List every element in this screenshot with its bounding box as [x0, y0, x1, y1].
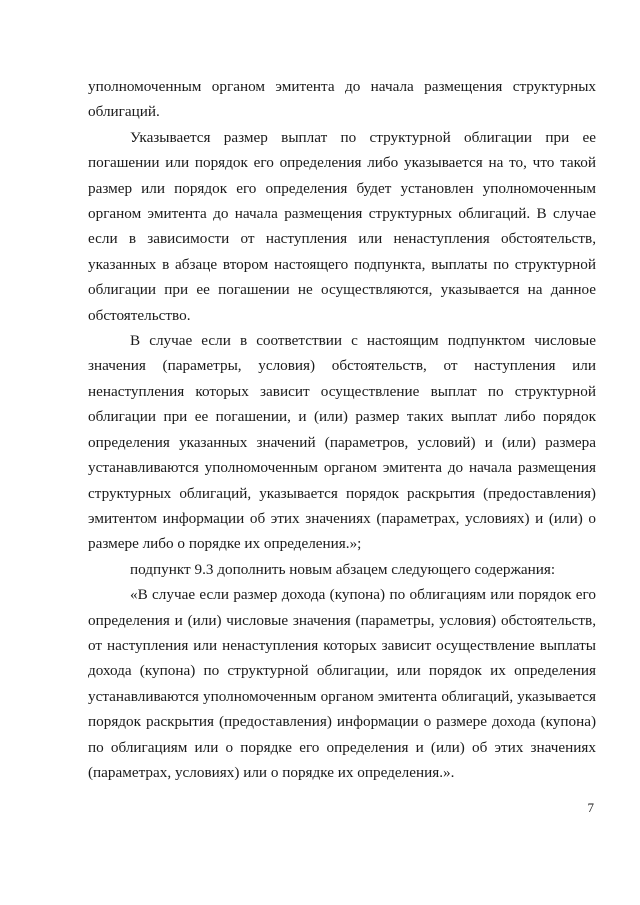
page-number: 7	[587, 800, 594, 815]
paragraph-continuation: уполномоченным органом эмитента до начала размещения структурных облигаций.	[88, 78, 596, 121]
paragraph-coupon-income: «В случае если размер дохода (купона) по облигациям или порядок его определения и (или) числовые значения (параметры, условия) обстоятельств, от наступления или ненаступления которых зависит осуществление выплаты дохода (купона) по структурной облигации, или порядок их определения устанавливаются уполномоченным органом эмитента облигаций, указывается порядок раскрытия (предоставления) информации о размере дохода (купона) по облигациям или о порядке его определения и (или) об этих значениях (параметрах, условиях) или о порядке их определения.».	[88, 586, 596, 781]
paragraph-redemption-payments: Указывается размер выплат по структурной облигации при ее погашении или порядок его определения либо указывается на то, что такой размер или порядок его определения будет установлен уполномоченным органом эмитента до начала размещения структурных облигаций. В случае если в зависимости от наступления или ненаступления обстоятельств, указанных в абзаце втором настоящего подпункта, выплаты по структурной облигации при ее погашении не осуществляются, указывается на данное обстоятельство.	[88, 128, 596, 324]
paragraph-subclause-amendment: подпункт 9.3 дополнить новым абзацем следующего содержания:	[130, 560, 556, 578]
paragraph-numeric-values: В случае если в соответствии с настоящим подпунктом числовые значения (параметры, условия) обстоятельств, от наступления или ненаступления которых зависит осуществление выплат по структурной облигации при ее погашении, и (или) размер таких выплат либо порядок определения указанных значений (параметров, условий) и (или) размера устанавливаются уполномоченным органом эмитента до начала размещения структурных облигаций, указывается порядок раскрытия (предоставления) эмитентом информации об этих значениях (параметрах, условиях) и (или) о размере либо о порядке их определения.»;	[88, 332, 596, 553]
document-body	[88, 74, 596, 785]
